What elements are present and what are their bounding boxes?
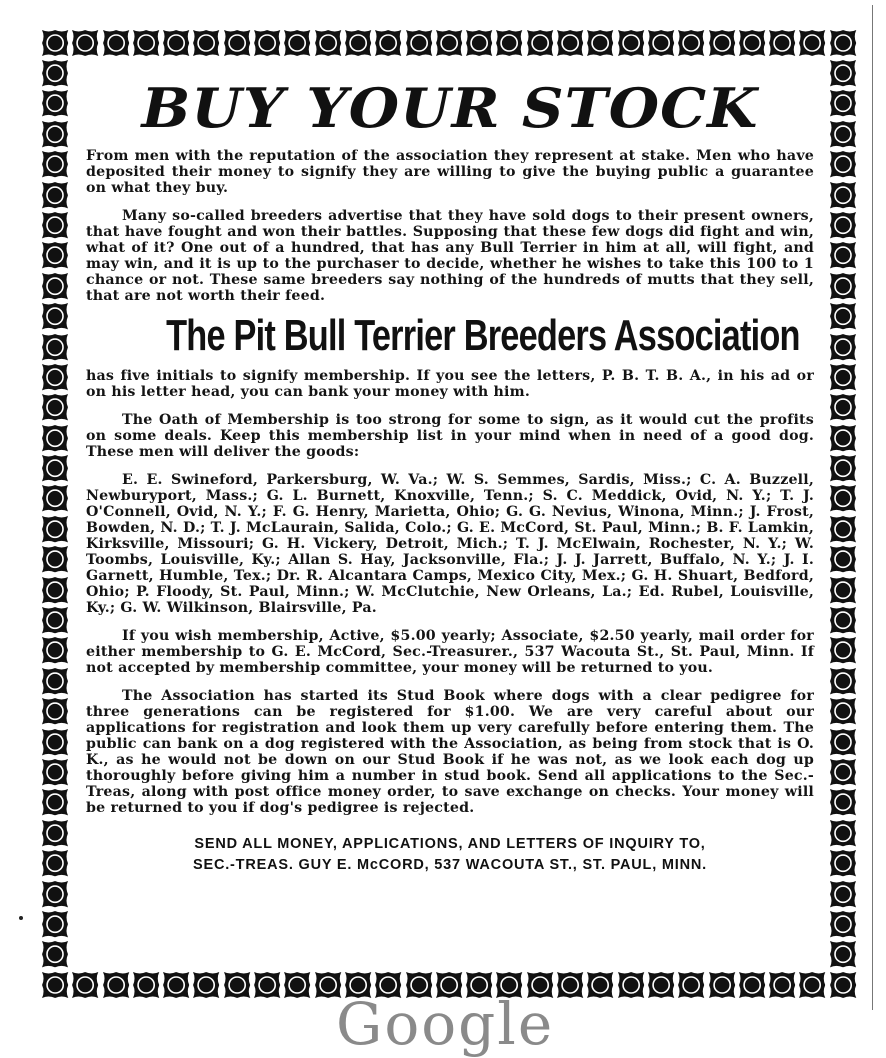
border-ornament-icon [828, 787, 858, 817]
watermark: Google [336, 990, 555, 1058]
border-ornament-icon [191, 28, 221, 58]
headline: BUY YOUR STOCK [141, 76, 759, 140]
border-ornament-icon [40, 210, 70, 240]
border-ornament-icon [40, 757, 70, 787]
border-ornament-icon [828, 180, 858, 210]
border-ornament-icon [828, 332, 858, 362]
border-ornament-icon [737, 970, 767, 1000]
border-ornament-icon [797, 970, 827, 1000]
border-ornament-icon [40, 392, 70, 422]
border-ornament-icon [646, 28, 676, 58]
border-ornament-icon [40, 301, 70, 331]
border-ornament-icon [40, 635, 70, 665]
border-ornament-icon [101, 28, 131, 58]
initials-paragraph: has five initials to signify membership. If you see the letters, P. B. T. B. A., in his ad or on his letter head, you can bank your money with him. [86, 368, 814, 400]
border-ornament-icon [828, 483, 858, 513]
scan-speck [19, 916, 23, 920]
border-ornament-icon [828, 423, 858, 453]
border-ornament-icon [40, 514, 70, 544]
border-ornament-icon [40, 879, 70, 909]
border-ornament-icon [191, 970, 221, 1000]
footer-line-1: SEND ALL MONEY, APPLICATIONS, AND LETTERS OF INQUIRY TO, [194, 836, 706, 852]
oath-paragraph: The Oath of Membership is too strong for some to sign, as it would cut the profits on some deals. Keep this membership list in your mind when in need of a good dog. These men will deliver the goods: [86, 412, 814, 460]
border-ornament-icon [343, 28, 373, 58]
members-list: E. E. Swineford, Parkersburg, W. Va.; W. S. Semmes, Sardis, Miss.; C. A. Buzzell, Newburyport, Mass.; G. L. Burnett, Knoxville, Tenn.; S. C. Meddick, Ovid, N. Y.; T. J. O'Connell, Ovid, N. Y.; F. G. Henry, Marietta, Ohio; G. G. Nevius, Winona, Minn.; J. Frost, Bowden, N. D.; T. J. McLaurain, Salida, Colo.; G. E. McCord, St. Paul, Minn.; B. F. Lamkin, Kirksville, Missouri; G. H. Vickery, Detroit, Mich.; T. J. McElwain, Rochester, N. Y.; W. Toombs, Louisville, Ky.; Allan S. Hay, Jacksonville, Fla.; J. J. Jarrett, Buffalo, N. Y.; J. I. Garnett, Humble, Tex.; Dr. R. Alcantara Camps, Mexico City, Mex.; G. H. Shuart, Bedford, Ohio; P. Floody, St. Paul, Minn.; W. McClutchie, New Orleans, La.; Ed. Rubel, Louisville, Ky.; G. W. Wilkinson, Blairsville, Pa. [86, 472, 814, 616]
border-ornament-icon [404, 28, 434, 58]
border-ornament-icon [828, 818, 858, 848]
border-ornament-icon [40, 180, 70, 210]
border-ornament-icon [828, 970, 858, 1000]
scan-gutter-line [872, 5, 873, 1010]
ornamental-border-frame [40, 28, 858, 1000]
border-ornament-icon [40, 727, 70, 757]
border-ornament-icon [828, 210, 858, 240]
border-ornament-icon [828, 28, 858, 58]
border-ornament-icon [131, 970, 161, 1000]
border-ornament-icon [70, 28, 100, 58]
border-ornament-icon [767, 28, 797, 58]
border-ornament-icon [828, 635, 858, 665]
membership-paragraph: If you wish membership, Active, $5.00 yearly; Associate, $2.50 yearly, mail order for either membership to G. E. McCord, Sec.-Treasurer., 537 Wacouta St., St. Paul, Minn. If not accepted by membership committee, your money will be returned to you. [86, 628, 814, 676]
studbook-paragraph: The Association has started its Stud Book where dogs with a clear pedigree for three generations can be registered for $1.00. We are very careful about our applications for registration and look them up very carefully before entering them. The public can bank on a dog registered with the Association, as being from stock that is O. K., as he would not be down on our Stud Book if he was not, as we look each dog up thoroughly before giving him a number in stud book. Send all applications to the Sec.-Treas, along with post office money order, to save exchange on checks. Your money will be returned to you if dog's pedigree is rejected. [86, 688, 814, 816]
border-ornament-icon [40, 453, 70, 483]
border-ornament-icon [828, 696, 858, 726]
border-ornament-icon [70, 970, 100, 1000]
border-ornament-icon [161, 970, 191, 1000]
border-ornament-icon [40, 818, 70, 848]
border-ornament-icon [40, 939, 70, 969]
association-name: The Pit Bull Terrier Breeders Association [166, 311, 800, 360]
border-ornament-icon [828, 727, 858, 757]
border-ornament-icon [828, 271, 858, 301]
border-ornament-icon [828, 605, 858, 635]
border-ornament-icon [555, 970, 585, 1000]
border-ornament-icon [252, 970, 282, 1000]
border-ornament-icon [616, 28, 646, 58]
border-ornament-icon [707, 28, 737, 58]
border-ornament-icon [464, 28, 494, 58]
border-ornament-icon [828, 666, 858, 696]
border-ornament-icon [555, 28, 585, 58]
border-ornament-icon [40, 28, 70, 58]
border-ornament-icon [525, 28, 555, 58]
border-ornament-icon [828, 362, 858, 392]
border-ornament-icon [282, 970, 312, 1000]
border-ornament-icon [40, 423, 70, 453]
border-ornament-icon [40, 970, 70, 1000]
border-ornament-icon [40, 605, 70, 635]
border-ornament-icon [828, 149, 858, 179]
border-ornament-icon [767, 970, 797, 1000]
border-ornament-icon [40, 575, 70, 605]
border-ornament-icon [585, 28, 615, 58]
border-ornament-icon [313, 28, 343, 58]
border-ornament-icon [40, 696, 70, 726]
border-ornament-icon [828, 909, 858, 939]
border-ornament-icon [40, 848, 70, 878]
border-ornament-icon [40, 362, 70, 392]
advertisement-body [86, 74, 814, 876]
border-ornament-icon [40, 149, 70, 179]
border-ornament-icon [828, 757, 858, 787]
border-ornament-icon [828, 514, 858, 544]
border-ornament-icon [40, 666, 70, 696]
border-ornament-icon [828, 575, 858, 605]
border-ornament-icon [828, 848, 858, 878]
border-ornament-icon [828, 544, 858, 574]
border-left [40, 58, 70, 970]
border-ornament-icon [222, 970, 252, 1000]
border-ornament-icon [40, 332, 70, 362]
border-ornament-icon [373, 28, 403, 58]
border-ornament-icon [676, 970, 706, 1000]
footer-address [86, 834, 814, 876]
border-ornament-icon [101, 970, 131, 1000]
border-ornament-icon [616, 970, 646, 1000]
footer-line-2: SEC.-TREAS. GUY E. McCORD, 537 WACOUTA ST., ST. PAUL, MINN. [193, 857, 707, 873]
border-ornament-icon [161, 28, 191, 58]
breeders-paragraph: Many so-called breeders advertise that they have sold dogs to their present owners, that have fought and won their battles. Supposing that these few dogs did fight and win, what of it? One out of a hundred, that has any Bull Terrier in him at all, will fight, and may win, and it is up to the purchaser to decide, whether he wishes to take this 100 to 1 chance or not. These same breeders say nothing of the hundreds of mutts that they sell, that are not worth their feed. [86, 208, 814, 304]
border-ornament-icon [828, 453, 858, 483]
border-ornament-icon [40, 483, 70, 513]
border-right [828, 58, 858, 970]
border-ornament-icon [131, 28, 161, 58]
border-ornament-icon [40, 787, 70, 817]
border-top [40, 28, 858, 58]
border-ornament-icon [494, 28, 524, 58]
border-ornament-icon [40, 544, 70, 574]
border-ornament-icon [828, 939, 858, 969]
border-ornament-icon [828, 392, 858, 422]
border-ornament-icon [40, 271, 70, 301]
border-ornament-icon [40, 909, 70, 939]
border-ornament-icon [828, 879, 858, 909]
border-ornament-icon [676, 28, 706, 58]
border-ornament-icon [222, 28, 252, 58]
border-ornament-icon [797, 28, 827, 58]
border-ornament-icon [828, 301, 858, 331]
border-ornament-icon [737, 28, 767, 58]
border-ornament-icon [434, 28, 464, 58]
border-ornament-icon [707, 970, 737, 1000]
intro-paragraph: From men with the reputation of the association they represent at stake. Men who have deposited their money to signify they are willing to give the buying public a guarantee on what they buy. [86, 148, 814, 196]
border-ornament-icon [646, 970, 676, 1000]
border-ornament-icon [282, 28, 312, 58]
border-ornament-icon [828, 240, 858, 270]
border-ornament-icon [40, 240, 70, 270]
border-ornament-icon [252, 28, 282, 58]
border-ornament-icon [585, 970, 615, 1000]
